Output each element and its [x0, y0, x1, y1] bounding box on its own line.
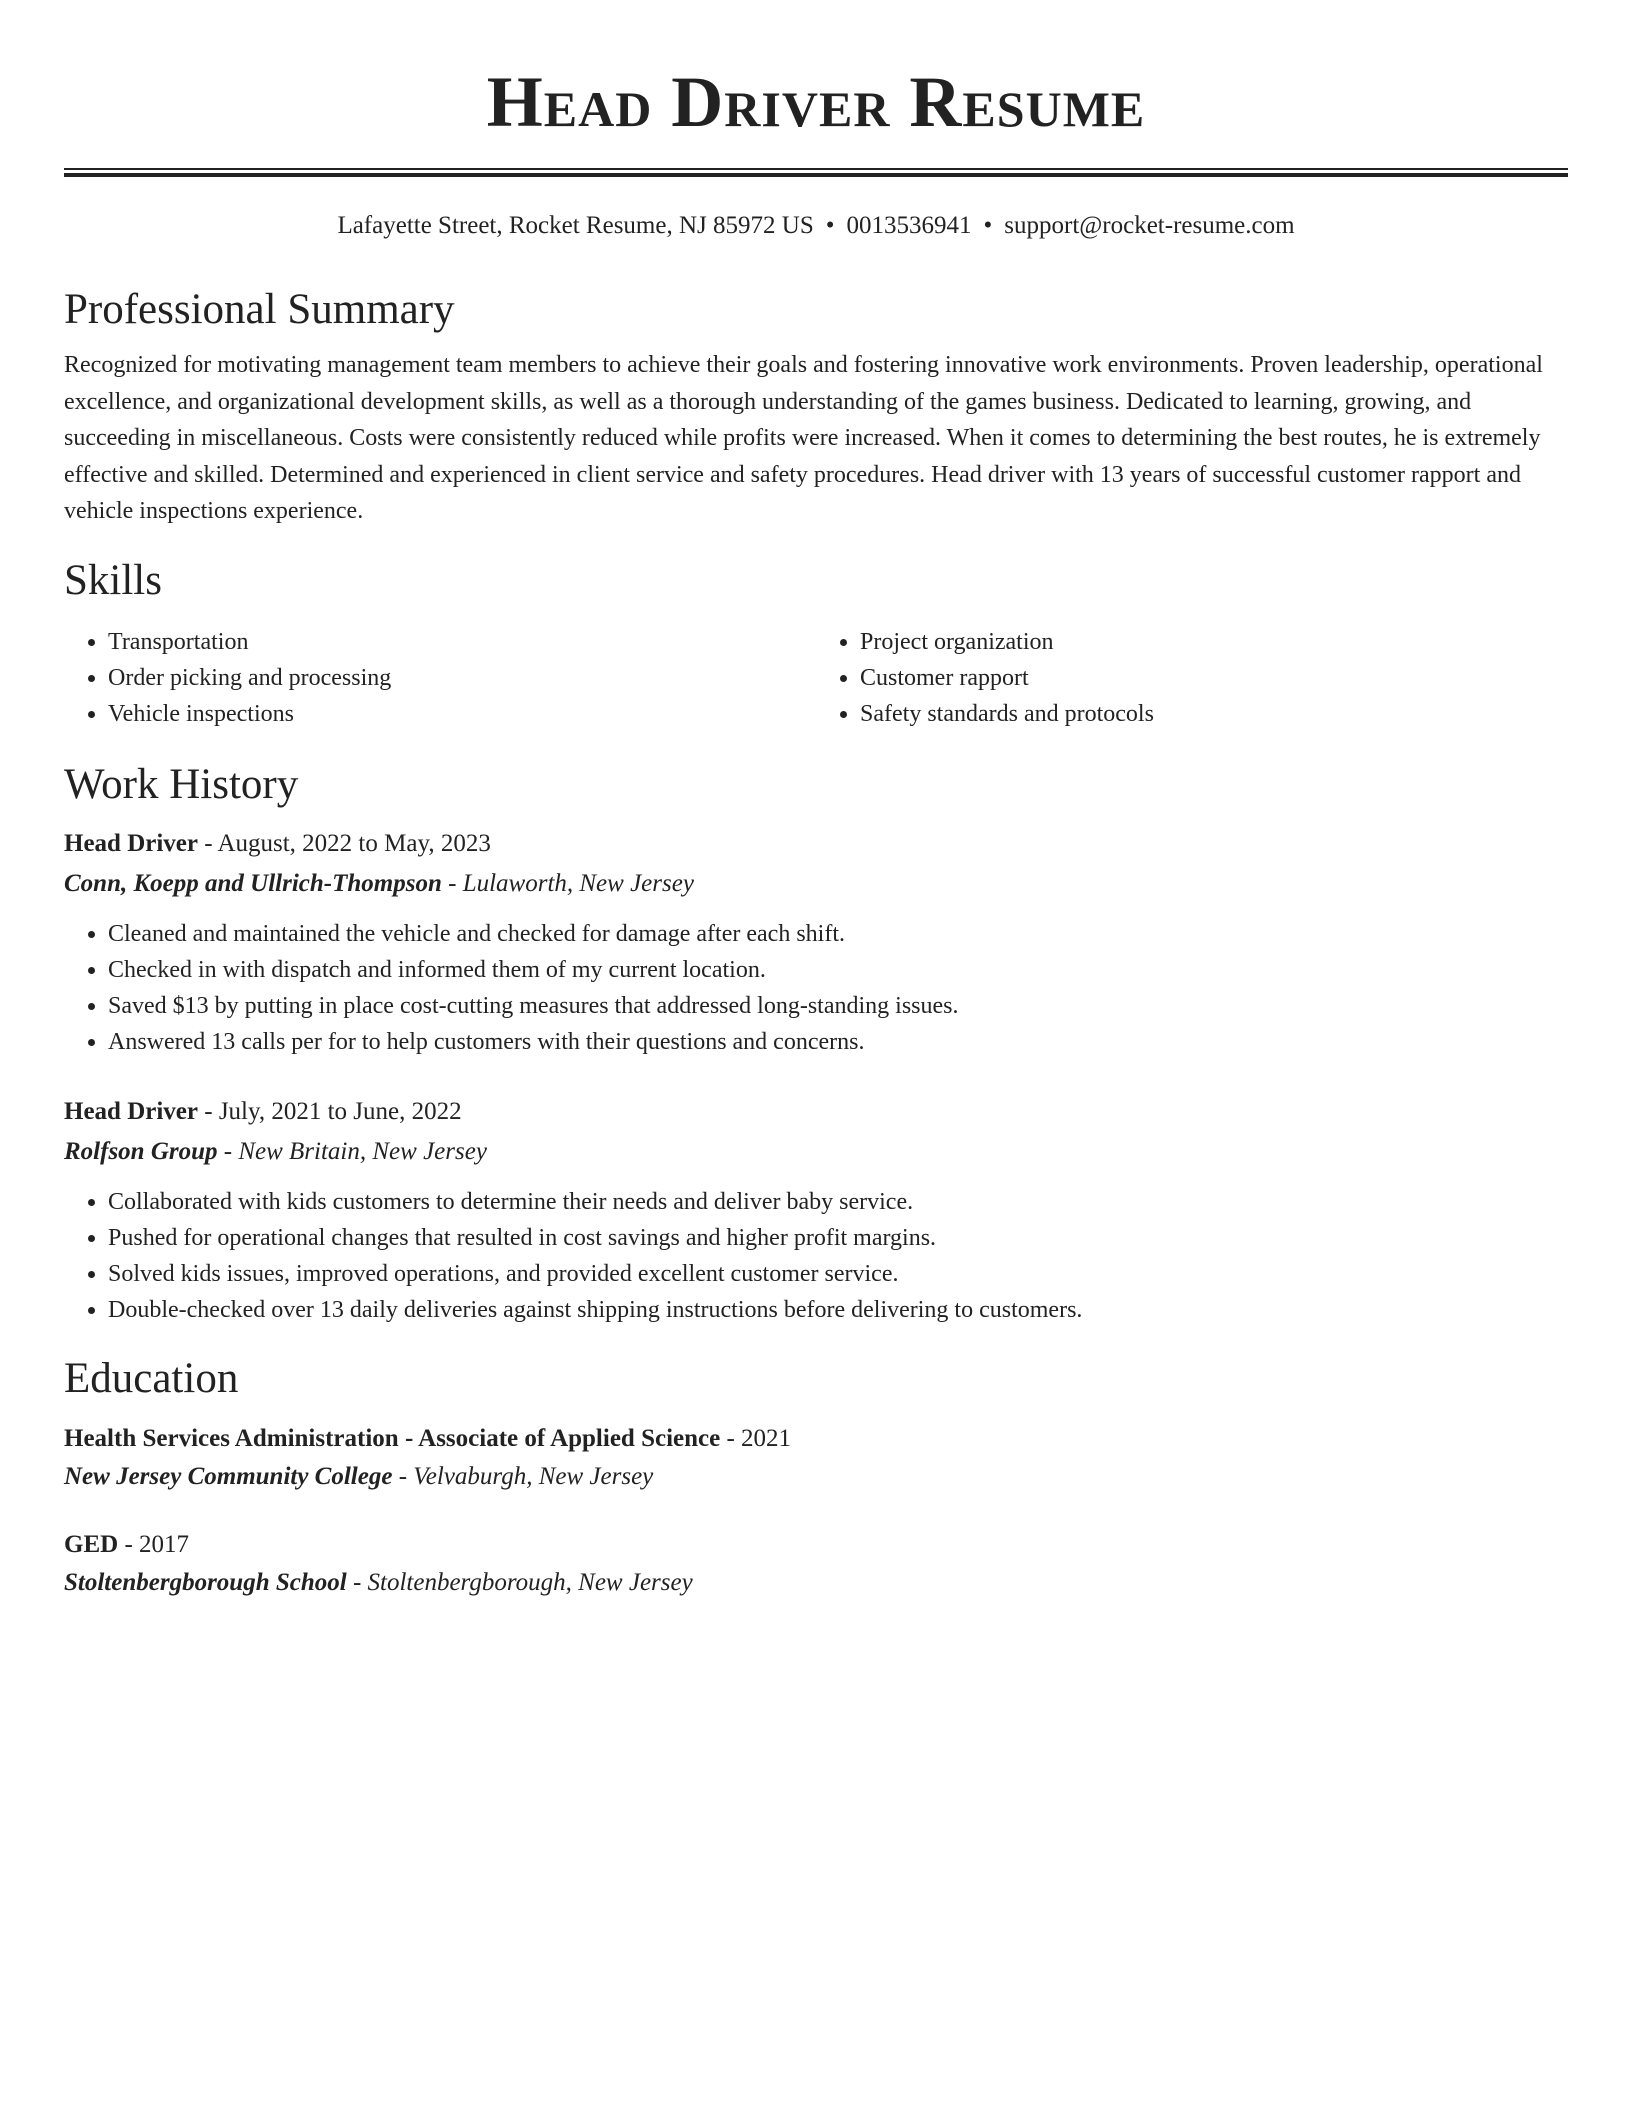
dash: - — [197, 1097, 219, 1125]
job-header — [64, 1092, 1568, 1132]
job-entry — [64, 1092, 1568, 1328]
title-double-rule — [64, 168, 1568, 177]
education-school-line — [64, 1458, 1568, 1496]
education-degree: Health Services Administration - Associate of Applied Science — [64, 1424, 721, 1452]
work-history-section — [64, 760, 1568, 1328]
education-location: Stoltenbergborough, New Jersey — [367, 1568, 693, 1596]
job-employer — [64, 1132, 1568, 1172]
job-bullet: • Saved $13 by putting in place cost-cutting measures that addressed long-standing issues. — [108, 988, 1568, 1024]
job-location: Lulaworth, New Jersey — [462, 869, 694, 897]
education-year: 2017 — [139, 1530, 190, 1558]
job-bullet: • Pushed for operational changes that resulted in cost savings and higher profit margins. — [108, 1220, 1568, 1256]
dash: - — [720, 1424, 742, 1452]
contact-address: Lafayette Street, Rocket Resume, NJ 85972 US — [337, 212, 814, 239]
section-heading: Professional Summary — [64, 286, 455, 333]
job-bullet: • Answered 13 calls per for to help customers with their questions and concerns. — [108, 1024, 1568, 1060]
education-degree: GED — [64, 1530, 119, 1558]
skills-list-left — [64, 624, 816, 732]
education-school-line — [64, 1564, 1568, 1602]
contact-separator: • — [983, 212, 993, 239]
section-heading: Skills — [64, 556, 162, 604]
job-company: Rolfson Group — [64, 1137, 218, 1165]
skill-item: • Safety standards and protocols — [860, 696, 1568, 732]
section-heading: Work History — [64, 760, 299, 808]
education-location: Velvaburgh, New Jersey — [413, 1462, 654, 1490]
education-section — [64, 1354, 1568, 1602]
dash: - — [217, 1137, 239, 1165]
education-school: New Jersey Community College — [64, 1462, 393, 1490]
skills-columns — [64, 624, 1568, 732]
resume-title: Head Driver Resume — [486, 62, 1146, 142]
skill-item: • Vehicle inspections — [108, 696, 816, 732]
contact-separator: • — [825, 212, 835, 239]
education-entry — [64, 1526, 1568, 1602]
job-bullet: • Collaborated with kids customers to determine their needs and deliver baby service. — [108, 1184, 1568, 1220]
job-location: New Britain, New Jersey — [238, 1137, 487, 1165]
job-bullets — [64, 916, 1568, 1060]
job-entry — [64, 824, 1568, 1060]
contact-email: support@rocket-resume.com — [1004, 212, 1295, 239]
professional-summary-section — [64, 285, 1568, 530]
job-title: Head Driver — [64, 829, 198, 857]
job-dates: July, 2021 to June, 2022 — [218, 1097, 462, 1125]
job-bullet: • Cleaned and maintained the vehicle and checked for damage after each shift. — [108, 916, 1568, 952]
skill-item: • Order picking and processing — [108, 660, 816, 696]
job-bullet: • Double-checked over 13 daily deliveries against shipping instructions before delivering to customers. — [108, 1292, 1568, 1328]
section-heading: Education — [64, 1354, 239, 1402]
skills-section — [64, 556, 1568, 732]
job-company: Conn, Koepp and Ullrich-Thompson — [64, 869, 442, 897]
job-bullet: • Solved kids issues, improved operations, and provided excellent customer service. — [108, 1256, 1568, 1292]
skill-item: • Project organization — [860, 624, 1568, 660]
education-entry — [64, 1420, 1568, 1496]
skills-list-right — [816, 624, 1568, 732]
education-year: 2021 — [741, 1424, 792, 1452]
summary-text: Recognized for motivating management team members to achieve their goals and fostering innovative work environments. Proven leadership, operational excellence, and organizational development skills, as well as a thorough understanding of the games business. Dedicated to learning, growing, and succeeding in miscellaneous. Costs were consistently reduced while profits were increased. When it comes to determining the best routes, he is extremely effective and skilled. Determined and experienced in client service and safety procedures. Head driver with 13 years of successful customer rapport and vehicle inspections experience. — [64, 352, 1543, 524]
dash: - — [197, 829, 218, 857]
education-degree-line — [64, 1420, 1568, 1458]
dash: - — [441, 869, 463, 897]
contact-phone: 0013536941 — [846, 212, 972, 239]
education-degree-line — [64, 1526, 1568, 1564]
job-header — [64, 824, 1568, 864]
skill-item: • Customer rapport — [860, 660, 1568, 696]
dash: - — [392, 1462, 414, 1490]
education-school: Stoltenbergborough School — [64, 1568, 347, 1596]
dash: - — [118, 1530, 140, 1558]
job-title: Head Driver — [64, 1097, 198, 1125]
skill-item: • Transportation — [108, 624, 816, 660]
dash: - — [346, 1568, 368, 1596]
job-bullet: • Checked in with dispatch and informed them of my current location. — [108, 952, 1568, 988]
contact-line — [64, 211, 1568, 241]
job-employer — [64, 864, 1568, 904]
job-dates: August, 2022 to May, 2023 — [217, 829, 491, 857]
job-bullets — [64, 1184, 1568, 1328]
